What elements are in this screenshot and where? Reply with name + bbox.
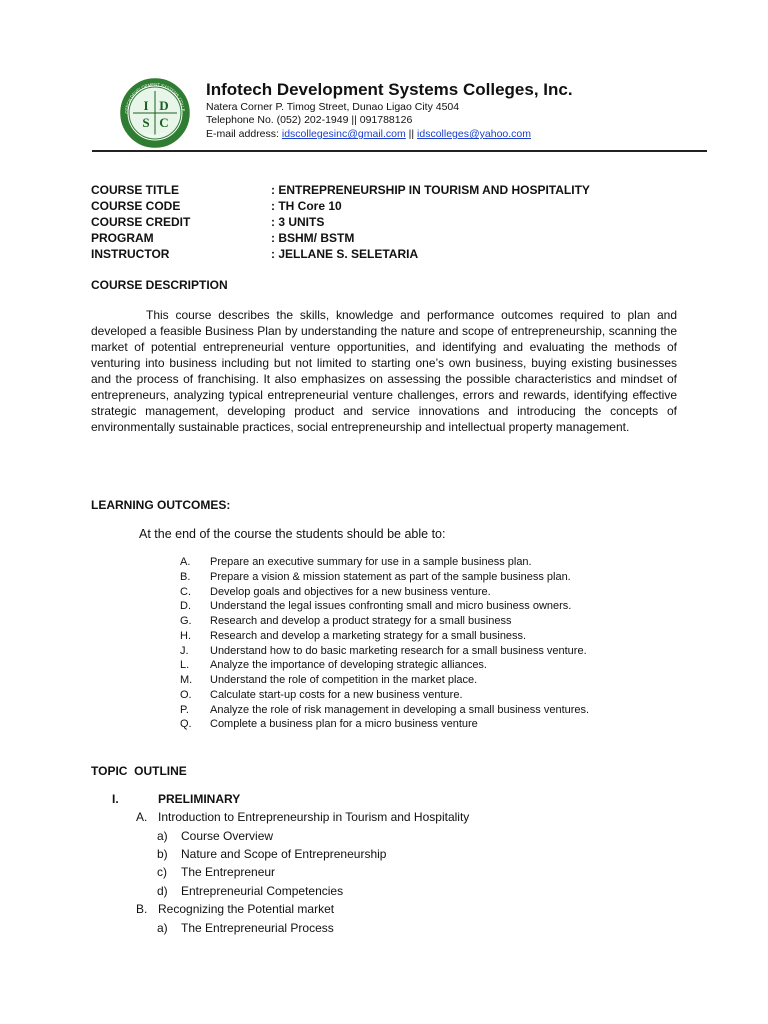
outline-item-nature-scope [157,847,386,861]
outline-item-introduction [136,810,469,824]
outcome-letter: M. [180,674,193,686]
list-item [180,586,589,601]
course-code-label: COURSE CODE [91,199,181,213]
outcome-letter: D. [180,600,191,613]
outcome-letter: P. [180,703,189,716]
outcome-letter: Q. [180,718,192,731]
outcome-text: Prepare a vision & mission statement as part of the sample business plan. [210,570,571,583]
course-title-row [91,183,590,199]
outline-text: The Entrepreneur [181,865,276,879]
outline-number: I. [112,792,119,806]
logo-ring-text: OTECH DEVELOPMENT SYSTEMS COLLE [123,81,186,114]
outcome-text: Research and develop a product strategy for a small business [210,615,512,627]
program-label: PROGRAM [91,231,154,245]
topic-outline-heading [91,764,187,778]
outline-item-course-overview [157,829,273,843]
outline-number: a) [157,921,168,935]
school-telephone: Telephone No. (052) 202-1949 || 091788126 [206,114,413,126]
outline-text: Course Overview [181,829,274,843]
course-description-text: This course describes the skills, knowledge and performance outcomes required to plan and developed a feasible Business Plan by understanding the nature and scope of entrepreneurship, scanning the market of potential entrepreneurial venture opportunities, and identifying and evaluating the methods of venturing into business including but not limited to starting one’s own business, buying existing businesses and the process of franchising. It also emphasizes on assessing the possible characteristics and mindset of entrepreneurs, analyzing typical entrepreneurial venture challenges, errors and rewards, identifying effective strategic management, developing product and service innovations and introducing the concepts of environmentally sustainable practices, social entrepreneurship and intellectual property management. [91,308,677,434]
outcome-text: Calculate start-up costs for a new business venture. [210,688,463,701]
outline-text: Entrepreneurial Competencies [181,884,344,898]
list-item [180,659,589,674]
outcome-text: Develop goals and objectives for a new business venture. [210,585,491,598]
outcome-text: Complete a business plan for a micro business venture [210,718,478,731]
email-link-yahoo[interactable]: idscolleges@yahoo.com [417,128,531,140]
logo-initial-d: D [159,98,169,113]
outline-item-potential-market [136,902,334,916]
outcome-text: Analyze the importance of developing strategic alliances. [210,659,487,672]
program-row [91,231,590,247]
college-logo [120,78,190,148]
outcome-letter: H. [180,629,191,642]
course-title-label: COURSE TITLE [91,183,180,197]
school-address: Natera Corner P. Timog Street, Dunao Ligao City 4504 [206,101,460,113]
list-item [180,704,589,719]
outcome-letter: L. [180,659,190,672]
outline-text: Introduction to Entrepreneurship in Tourism and Hospitality [158,810,470,824]
school-name: Infotech Development Systems Colleges, Inc. [206,80,573,99]
email-separator: || [405,128,418,140]
outcome-letter: A. [180,556,191,568]
outline-item-entrepreneurial-process [157,921,334,935]
topic-outline-heading-text: TOPIC OUTLINE [91,764,187,778]
course-code-row [91,199,590,215]
outline-text: Recognizing the Potential market [158,902,335,916]
list-item [180,630,589,645]
logo-initial-i: I [143,98,149,113]
list-item [180,674,589,689]
logo-ring-bottom-text: LIGAO CITY [143,130,167,139]
instructor-value: : JELLANE S. SELETARIA [271,247,419,261]
outcome-letter: O. [180,688,192,701]
outline-number: B. [136,902,148,916]
course-credit-row [91,215,590,231]
list-item [180,600,589,615]
outcome-letter: C. [180,585,191,598]
outline-number: A. [136,810,148,824]
list-item [180,718,589,733]
email-prefix: E-mail address: [206,128,282,140]
instructor-label: INSTRUCTOR [91,247,170,261]
outline-text: Nature and Scope of Entrepreneurship [181,847,387,861]
learning-outcomes-heading: LEARNING OUTCOMES: [91,498,231,512]
course-info [91,183,590,263]
outline-number: a) [157,829,168,843]
course-credit-value: : 3 UNITS [271,215,325,229]
outcome-text: Analyze the role of risk management in developing a small business ventures. [210,703,590,716]
course-description-heading: COURSE DESCRIPTION [91,278,228,292]
list-item [180,645,589,660]
outcome-text: Understand the role of competition in the market place. [210,674,478,686]
learning-outcomes-intro: At the end of the course the students should be able to: [139,527,446,541]
outcome-letter: B. [180,570,191,583]
school-email-line [206,128,531,140]
header-divider [92,150,707,152]
outline-number: b) [157,847,168,861]
list-item [180,571,589,586]
course-title-value: : ENTREPRENEURSHIP IN TOURISM AND HOSPITALITY [271,183,590,197]
learning-outcomes-list [180,556,589,733]
program-value: : BSHM/ BSTM [271,231,355,245]
outline-item-preliminary [112,792,240,806]
outline-text: The Entrepreneurial Process [181,921,334,935]
logo-initial-s: S [142,115,150,130]
outline-number: c) [157,865,167,879]
outcome-text: Research and develop a marketing strategy for a small business. [210,629,527,642]
outcome-letter: J. [180,644,189,657]
course-credit-label: COURSE CREDIT [91,215,191,229]
outline-text: PRELIMINARY [158,792,241,806]
list-item [180,556,589,571]
outline-item-entrepreneur [157,865,275,879]
list-item [180,689,589,704]
outline-item-competencies [157,884,343,898]
outline-number: d) [157,884,168,898]
email-link-gmail[interactable]: idscollegesinc@gmail.com [281,128,406,140]
outcome-letter: G. [180,615,192,627]
logo-initial-c: C [159,115,169,130]
course-code-value: : TH Core 10 [271,199,342,213]
list-item [180,615,589,630]
outcome-text: Understand how to do basic marketing research for a small business venture. [210,644,587,657]
outcome-text: Prepare an executive summary for use in a sample business plan. [210,556,532,568]
instructor-row [91,247,590,263]
outcome-text: Understand the legal issues confronting small and micro business owners. [210,600,572,613]
